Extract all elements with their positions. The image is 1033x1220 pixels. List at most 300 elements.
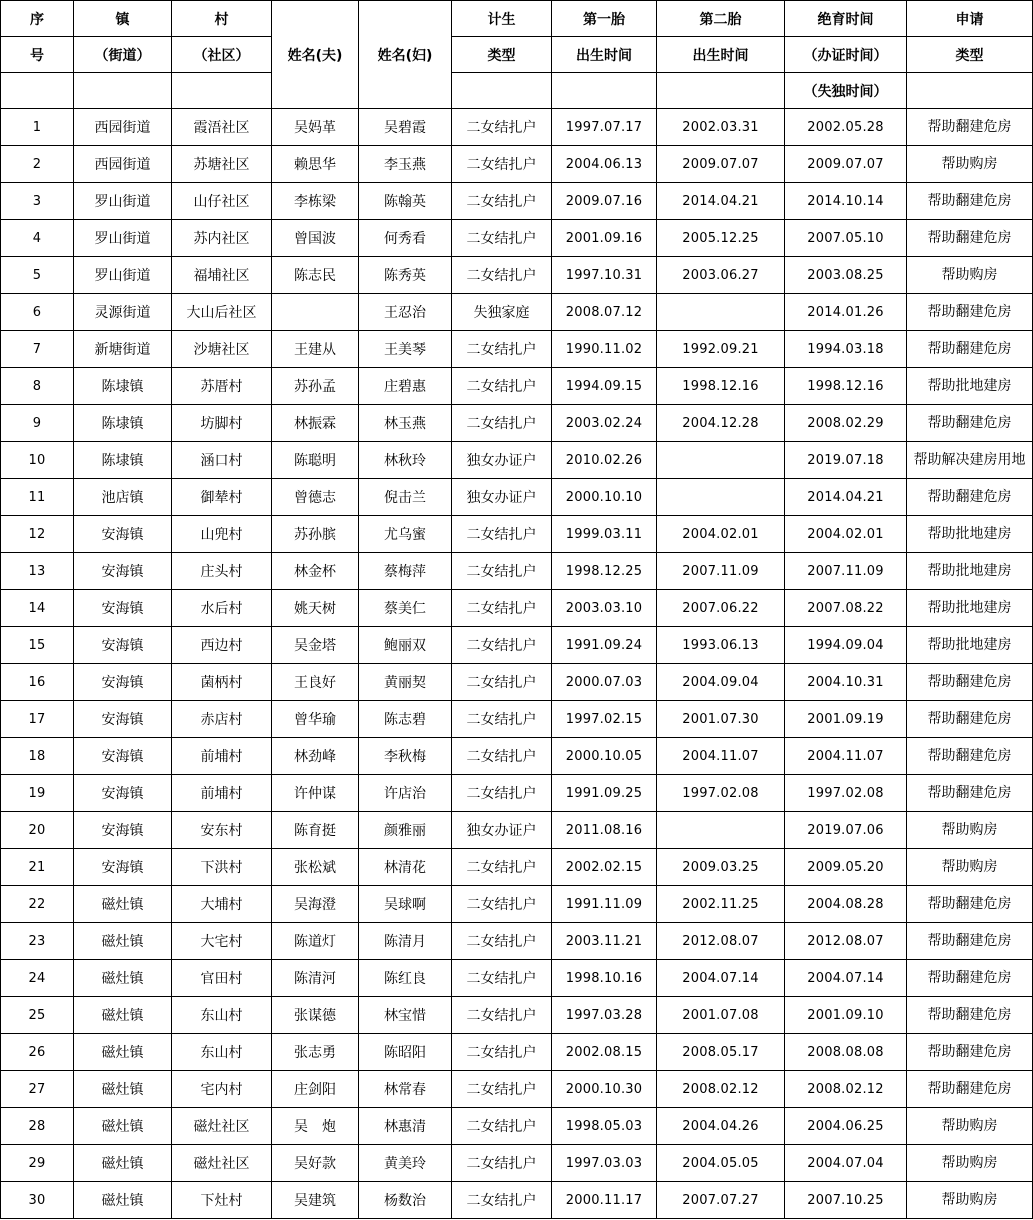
cell-apply-type: 帮助翻建危房 (907, 183, 1033, 220)
table-row (1, 1182, 1033, 1219)
cell-apply-type: 帮助购房 (907, 1182, 1033, 1219)
cell-sterilization-date: 2004.11.07 (785, 738, 907, 775)
cell-town: 西园街道 (74, 146, 172, 183)
table-row (1, 109, 1033, 146)
cell-first-birth: 2010.02.26 (552, 442, 657, 479)
cell-village: 下洪村 (172, 849, 272, 886)
cell-husband: 李栋梁 (272, 183, 359, 220)
cell-first-birth: 1997.10.31 (552, 257, 657, 294)
cell-second-birth: 2004.07.14 (657, 960, 785, 997)
cell-seq: 22 (1, 886, 74, 923)
cell-village: 菌柄村 (172, 664, 272, 701)
cell-first-birth: 1990.11.02 (552, 331, 657, 368)
cell-wife: 杨数治 (359, 1182, 452, 1219)
cell-type: 二女结扎户 (452, 775, 552, 812)
cell-first-birth: 1998.05.03 (552, 1108, 657, 1145)
cell-village: 磁灶社区 (172, 1108, 272, 1145)
cell-apply-type: 帮助翻建危房 (907, 923, 1033, 960)
cell-husband: 张谋德 (272, 997, 359, 1034)
cell-wife: 王美琴 (359, 331, 452, 368)
cell-seq: 15 (1, 627, 74, 664)
cell-seq: 11 (1, 479, 74, 516)
header-seq-2: 号 (1, 37, 74, 73)
header-second-birth-1: 第二胎 (657, 1, 785, 37)
table-row (1, 960, 1033, 997)
cell-type: 二女结扎户 (452, 738, 552, 775)
cell-husband: 陈聪明 (272, 442, 359, 479)
cell-type: 二女结扎户 (452, 109, 552, 146)
cell-type: 二女结扎户 (452, 553, 552, 590)
cell-wife: 陈清月 (359, 923, 452, 960)
cell-village: 前埔村 (172, 775, 272, 812)
header-wife-name: 姓名(妇) (359, 1, 452, 109)
cell-seq: 7 (1, 331, 74, 368)
cell-town: 安海镇 (74, 701, 172, 738)
cell-sterilization-date: 2003.08.25 (785, 257, 907, 294)
cell-seq: 3 (1, 183, 74, 220)
cell-sterilization-date: 1994.09.04 (785, 627, 907, 664)
cell-apply-type: 帮助翻建危房 (907, 1034, 1033, 1071)
cell-seq: 6 (1, 294, 74, 331)
cell-apply-type: 帮助翻建危房 (907, 775, 1033, 812)
cell-sterilization-date: 2019.07.18 (785, 442, 907, 479)
cell-husband: 王良好 (272, 664, 359, 701)
cell-type: 二女结扎户 (452, 331, 552, 368)
cell-husband: 吴 炮 (272, 1108, 359, 1145)
cell-sterilization-date: 2014.10.14 (785, 183, 907, 220)
cell-seq: 21 (1, 849, 74, 886)
cell-seq: 26 (1, 1034, 74, 1071)
cell-second-birth: 2009.07.07 (657, 146, 785, 183)
cell-seq: 24 (1, 960, 74, 997)
header-village-1: 村 (172, 1, 272, 37)
cell-town: 安海镇 (74, 553, 172, 590)
cell-wife: 陈志碧 (359, 701, 452, 738)
cell-second-birth: 2008.02.12 (657, 1071, 785, 1108)
cell-husband: 许仲谋 (272, 775, 359, 812)
header-village-2: （社区） (172, 37, 272, 73)
cell-seq: 2 (1, 146, 74, 183)
header-row-2 (1, 37, 1033, 73)
cell-apply-type: 帮助翻建危房 (907, 294, 1033, 331)
cell-second-birth: 1992.09.21 (657, 331, 785, 368)
cell-second-birth: 2001.07.08 (657, 997, 785, 1034)
cell-type: 二女结扎户 (452, 257, 552, 294)
cell-seq: 27 (1, 1071, 74, 1108)
header-row-1 (1, 1, 1033, 37)
cell-first-birth: 1999.03.11 (552, 516, 657, 553)
cell-sterilization-date: 2014.04.21 (785, 479, 907, 516)
header-sterilization-1: 绝育时间 (785, 1, 907, 37)
cell-first-birth: 2001.09.16 (552, 220, 657, 257)
table-row (1, 738, 1033, 775)
header-seq-1: 序 (1, 1, 74, 37)
cell-husband: 苏孙膑 (272, 516, 359, 553)
cell-sterilization-date: 2019.07.06 (785, 812, 907, 849)
cell-town: 陈埭镇 (74, 368, 172, 405)
cell-first-birth: 2000.07.03 (552, 664, 657, 701)
cell-seq: 19 (1, 775, 74, 812)
cell-first-birth: 2003.02.24 (552, 405, 657, 442)
cell-seq: 25 (1, 997, 74, 1034)
cell-second-birth (657, 812, 785, 849)
cell-wife: 林玉燕 (359, 405, 452, 442)
cell-wife: 陈昭阳 (359, 1034, 452, 1071)
cell-apply-type: 帮助批地建房 (907, 627, 1033, 664)
cell-village: 大山后社区 (172, 294, 272, 331)
cell-apply-type: 帮助翻建危房 (907, 1071, 1033, 1108)
header-type-2: 类型 (452, 37, 552, 73)
cell-second-birth: 2004.09.04 (657, 664, 785, 701)
cell-apply-type: 帮助购房 (907, 146, 1033, 183)
header-seq-3 (1, 73, 74, 109)
table-row (1, 849, 1033, 886)
cell-first-birth: 1997.03.03 (552, 1145, 657, 1182)
cell-type: 二女结扎户 (452, 997, 552, 1034)
cell-village: 西边村 (172, 627, 272, 664)
cell-town: 磁灶镇 (74, 886, 172, 923)
cell-apply-type: 帮助翻建危房 (907, 960, 1033, 997)
cell-first-birth: 2003.11.21 (552, 923, 657, 960)
header-village-3 (172, 73, 272, 109)
cell-wife: 蔡梅萍 (359, 553, 452, 590)
cell-town: 新塘街道 (74, 331, 172, 368)
cell-seq: 18 (1, 738, 74, 775)
cell-apply-type: 帮助购房 (907, 1145, 1033, 1182)
cell-wife: 林宝惜 (359, 997, 452, 1034)
header-town-1: 镇 (74, 1, 172, 37)
table-row (1, 1108, 1033, 1145)
cell-type: 二女结扎户 (452, 590, 552, 627)
cell-village: 沙塘社区 (172, 331, 272, 368)
cell-first-birth: 2008.07.12 (552, 294, 657, 331)
cell-town: 磁灶镇 (74, 1145, 172, 1182)
cell-apply-type: 帮助购房 (907, 257, 1033, 294)
header-row-3 (1, 73, 1033, 109)
cell-village: 苏塘社区 (172, 146, 272, 183)
cell-seq: 10 (1, 442, 74, 479)
cell-seq: 30 (1, 1182, 74, 1219)
cell-village: 庄头村 (172, 553, 272, 590)
cell-husband: 吴金塔 (272, 627, 359, 664)
cell-sterilization-date: 2004.07.04 (785, 1145, 907, 1182)
cell-village: 山仔社区 (172, 183, 272, 220)
cell-town: 磁灶镇 (74, 923, 172, 960)
cell-first-birth: 1997.03.28 (552, 997, 657, 1034)
header-second-birth-2: 出生时间 (657, 37, 785, 73)
header-apply-3 (907, 73, 1033, 109)
cell-town: 安海镇 (74, 738, 172, 775)
cell-type: 二女结扎户 (452, 220, 552, 257)
cell-town: 灵源街道 (74, 294, 172, 331)
cell-husband: 庄剑阳 (272, 1071, 359, 1108)
cell-sterilization-date: 1997.02.08 (785, 775, 907, 812)
cell-second-birth: 2007.06.22 (657, 590, 785, 627)
cell-wife: 林常春 (359, 1071, 452, 1108)
table-row (1, 1071, 1033, 1108)
cell-town: 陈埭镇 (74, 405, 172, 442)
cell-apply-type: 帮助翻建危房 (907, 220, 1033, 257)
cell-wife: 林秋玲 (359, 442, 452, 479)
table-row (1, 997, 1033, 1034)
cell-town: 罗山街道 (74, 220, 172, 257)
cell-first-birth: 1991.11.09 (552, 886, 657, 923)
cell-town: 安海镇 (74, 775, 172, 812)
table-row (1, 812, 1033, 849)
cell-town: 磁灶镇 (74, 997, 172, 1034)
cell-wife: 陈红良 (359, 960, 452, 997)
cell-sterilization-date: 2004.02.01 (785, 516, 907, 553)
cell-village: 大埔村 (172, 886, 272, 923)
cell-apply-type: 帮助购房 (907, 812, 1033, 849)
cell-husband: 赖思华 (272, 146, 359, 183)
cell-wife: 李玉燕 (359, 146, 452, 183)
cell-seq: 17 (1, 701, 74, 738)
cell-seq: 4 (1, 220, 74, 257)
cell-apply-type: 帮助批地建房 (907, 553, 1033, 590)
cell-apply-type: 帮助翻建危房 (907, 405, 1033, 442)
cell-wife: 许店治 (359, 775, 452, 812)
cell-wife: 何秀看 (359, 220, 452, 257)
cell-village: 前埔村 (172, 738, 272, 775)
cell-sterilization-date: 2002.05.28 (785, 109, 907, 146)
cell-wife: 颜雅丽 (359, 812, 452, 849)
cell-village: 安东村 (172, 812, 272, 849)
cell-type: 独女办证户 (452, 479, 552, 516)
cell-apply-type: 帮助翻建危房 (907, 738, 1033, 775)
cell-village: 大宅村 (172, 923, 272, 960)
cell-type: 二女结扎户 (452, 405, 552, 442)
cell-type: 二女结扎户 (452, 701, 552, 738)
cell-husband: 林劲峰 (272, 738, 359, 775)
cell-husband: 陈志民 (272, 257, 359, 294)
cell-apply-type: 帮助购房 (907, 849, 1033, 886)
cell-type: 二女结扎户 (452, 183, 552, 220)
cell-sterilization-date: 2004.07.14 (785, 960, 907, 997)
table-row (1, 183, 1033, 220)
cell-first-birth: 1997.07.17 (552, 109, 657, 146)
cell-sterilization-date: 2009.07.07 (785, 146, 907, 183)
cell-second-birth: 1998.12.16 (657, 368, 785, 405)
cell-first-birth: 2011.08.16 (552, 812, 657, 849)
cell-second-birth: 2002.03.31 (657, 109, 785, 146)
header-town-2: （街道） (74, 37, 172, 73)
cell-second-birth: 1993.06.13 (657, 627, 785, 664)
cell-second-birth (657, 442, 785, 479)
cell-sterilization-date: 2014.01.26 (785, 294, 907, 331)
cell-first-birth: 1991.09.25 (552, 775, 657, 812)
cell-first-birth: 1994.09.15 (552, 368, 657, 405)
cell-wife: 王忍治 (359, 294, 452, 331)
cell-second-birth: 2014.04.21 (657, 183, 785, 220)
cell-wife: 黄丽契 (359, 664, 452, 701)
cell-village: 磁灶社区 (172, 1145, 272, 1182)
cell-sterilization-date: 2007.08.22 (785, 590, 907, 627)
cell-town: 罗山街道 (74, 257, 172, 294)
cell-village: 坊脚村 (172, 405, 272, 442)
cell-husband: 姚天树 (272, 590, 359, 627)
table-row (1, 479, 1033, 516)
cell-sterilization-date: 1998.12.16 (785, 368, 907, 405)
cell-type: 二女结扎户 (452, 146, 552, 183)
cell-husband: 曾国波 (272, 220, 359, 257)
cell-village: 苏厝村 (172, 368, 272, 405)
table-row (1, 627, 1033, 664)
cell-wife: 吴球啊 (359, 886, 452, 923)
cell-type: 二女结扎户 (452, 1182, 552, 1219)
cell-seq: 29 (1, 1145, 74, 1182)
cell-type: 二女结扎户 (452, 1145, 552, 1182)
cell-first-birth: 1997.02.15 (552, 701, 657, 738)
table-row (1, 442, 1033, 479)
cell-type: 二女结扎户 (452, 516, 552, 553)
cell-village: 水后村 (172, 590, 272, 627)
table-row (1, 1034, 1033, 1071)
cell-second-birth: 2008.05.17 (657, 1034, 785, 1071)
cell-village: 东山村 (172, 1034, 272, 1071)
cell-husband: 吴建筑 (272, 1182, 359, 1219)
cell-sterilization-date: 2008.08.08 (785, 1034, 907, 1071)
cell-town: 安海镇 (74, 516, 172, 553)
table-row (1, 553, 1033, 590)
cell-wife: 陈秀英 (359, 257, 452, 294)
cell-village: 山兜村 (172, 516, 272, 553)
cell-wife: 蔡美仁 (359, 590, 452, 627)
cell-type: 独女办证户 (452, 812, 552, 849)
cell-apply-type: 帮助批地建房 (907, 516, 1033, 553)
cell-type: 二女结扎户 (452, 1071, 552, 1108)
table-row (1, 886, 1033, 923)
cell-village: 下灶村 (172, 1182, 272, 1219)
cell-first-birth: 2000.10.10 (552, 479, 657, 516)
cell-village: 官田村 (172, 960, 272, 997)
header-second-birth-3 (657, 73, 785, 109)
cell-apply-type: 帮助批地建房 (907, 368, 1033, 405)
cell-husband: 王建从 (272, 331, 359, 368)
header-sterilization-3: （失独时间） (785, 73, 907, 109)
cell-first-birth: 2002.08.15 (552, 1034, 657, 1071)
header-town-3 (74, 73, 172, 109)
cell-town: 陈埭镇 (74, 442, 172, 479)
cell-wife: 陈翰英 (359, 183, 452, 220)
cell-town: 池店镇 (74, 479, 172, 516)
cell-husband: 曾德志 (272, 479, 359, 516)
cell-first-birth: 2002.02.15 (552, 849, 657, 886)
cell-town: 罗山街道 (74, 183, 172, 220)
cell-husband: 林振霖 (272, 405, 359, 442)
cell-husband: 吴妈革 (272, 109, 359, 146)
cell-town: 安海镇 (74, 627, 172, 664)
cell-husband: 苏孙孟 (272, 368, 359, 405)
cell-husband: 曾华瑜 (272, 701, 359, 738)
cell-type: 二女结扎户 (452, 923, 552, 960)
cell-village: 苏内社区 (172, 220, 272, 257)
cell-second-birth: 2004.04.26 (657, 1108, 785, 1145)
cell-husband: 林金杯 (272, 553, 359, 590)
cell-town: 磁灶镇 (74, 1108, 172, 1145)
cell-apply-type: 帮助翻建危房 (907, 701, 1033, 738)
table-row (1, 257, 1033, 294)
cell-second-birth: 2004.02.01 (657, 516, 785, 553)
cell-seq: 8 (1, 368, 74, 405)
cell-sterilization-date: 2001.09.19 (785, 701, 907, 738)
cell-type: 二女结扎户 (452, 1108, 552, 1145)
cell-second-birth: 2003.06.27 (657, 257, 785, 294)
cell-second-birth: 2001.07.30 (657, 701, 785, 738)
header-apply-2: 类型 (907, 37, 1033, 73)
cell-wife: 鲍丽双 (359, 627, 452, 664)
cell-town: 安海镇 (74, 849, 172, 886)
cell-town: 西园街道 (74, 109, 172, 146)
cell-type: 二女结扎户 (452, 627, 552, 664)
cell-second-birth: 2002.11.25 (657, 886, 785, 923)
cell-sterilization-date: 2001.09.10 (785, 997, 907, 1034)
cell-husband: 陈育挺 (272, 812, 359, 849)
cell-second-birth: 2009.03.25 (657, 849, 785, 886)
cell-husband: 吴好款 (272, 1145, 359, 1182)
cell-village: 御辇村 (172, 479, 272, 516)
cell-husband: 张志勇 (272, 1034, 359, 1071)
cell-town: 安海镇 (74, 664, 172, 701)
header-type-3 (452, 73, 552, 109)
header-husband-name: 姓名(夫) (272, 1, 359, 109)
cell-village: 宅内村 (172, 1071, 272, 1108)
cell-apply-type: 帮助批地建房 (907, 590, 1033, 627)
header-first-birth-3 (552, 73, 657, 109)
cell-first-birth: 2000.10.30 (552, 1071, 657, 1108)
cell-first-birth: 1991.09.24 (552, 627, 657, 664)
table-row (1, 775, 1033, 812)
cell-town: 磁灶镇 (74, 1182, 172, 1219)
cell-seq: 23 (1, 923, 74, 960)
cell-village: 福埔社区 (172, 257, 272, 294)
cell-sterilization-date: 2007.05.10 (785, 220, 907, 257)
header-type-1: 计生 (452, 1, 552, 37)
cell-type: 二女结扎户 (452, 849, 552, 886)
cell-husband: 吴海澄 (272, 886, 359, 923)
cell-husband: 陈清河 (272, 960, 359, 997)
cell-sterilization-date: 2004.10.31 (785, 664, 907, 701)
cell-wife: 林清花 (359, 849, 452, 886)
cell-seq: 9 (1, 405, 74, 442)
table-row (1, 368, 1033, 405)
cell-town: 安海镇 (74, 590, 172, 627)
cell-second-birth (657, 479, 785, 516)
table-row (1, 146, 1033, 183)
cell-seq: 14 (1, 590, 74, 627)
table-row (1, 331, 1033, 368)
table-row (1, 1145, 1033, 1182)
cell-seq: 20 (1, 812, 74, 849)
cell-type: 独女办证户 (452, 442, 552, 479)
cell-wife: 庄碧惠 (359, 368, 452, 405)
header-sterilization-2: （办证时间） (785, 37, 907, 73)
cell-wife: 吴碧霞 (359, 109, 452, 146)
cell-type: 二女结扎户 (452, 664, 552, 701)
cell-seq: 1 (1, 109, 74, 146)
cell-apply-type: 帮助解决建房用地 (907, 442, 1033, 479)
cell-seq: 16 (1, 664, 74, 701)
cell-second-birth: 2007.07.27 (657, 1182, 785, 1219)
cell-town: 磁灶镇 (74, 1034, 172, 1071)
table-row (1, 294, 1033, 331)
cell-second-birth: 2004.12.28 (657, 405, 785, 442)
cell-seq: 12 (1, 516, 74, 553)
cell-village: 东山村 (172, 997, 272, 1034)
cell-sterilization-date: 2004.06.25 (785, 1108, 907, 1145)
cell-sterilization-date: 2008.02.12 (785, 1071, 907, 1108)
table-row (1, 664, 1033, 701)
